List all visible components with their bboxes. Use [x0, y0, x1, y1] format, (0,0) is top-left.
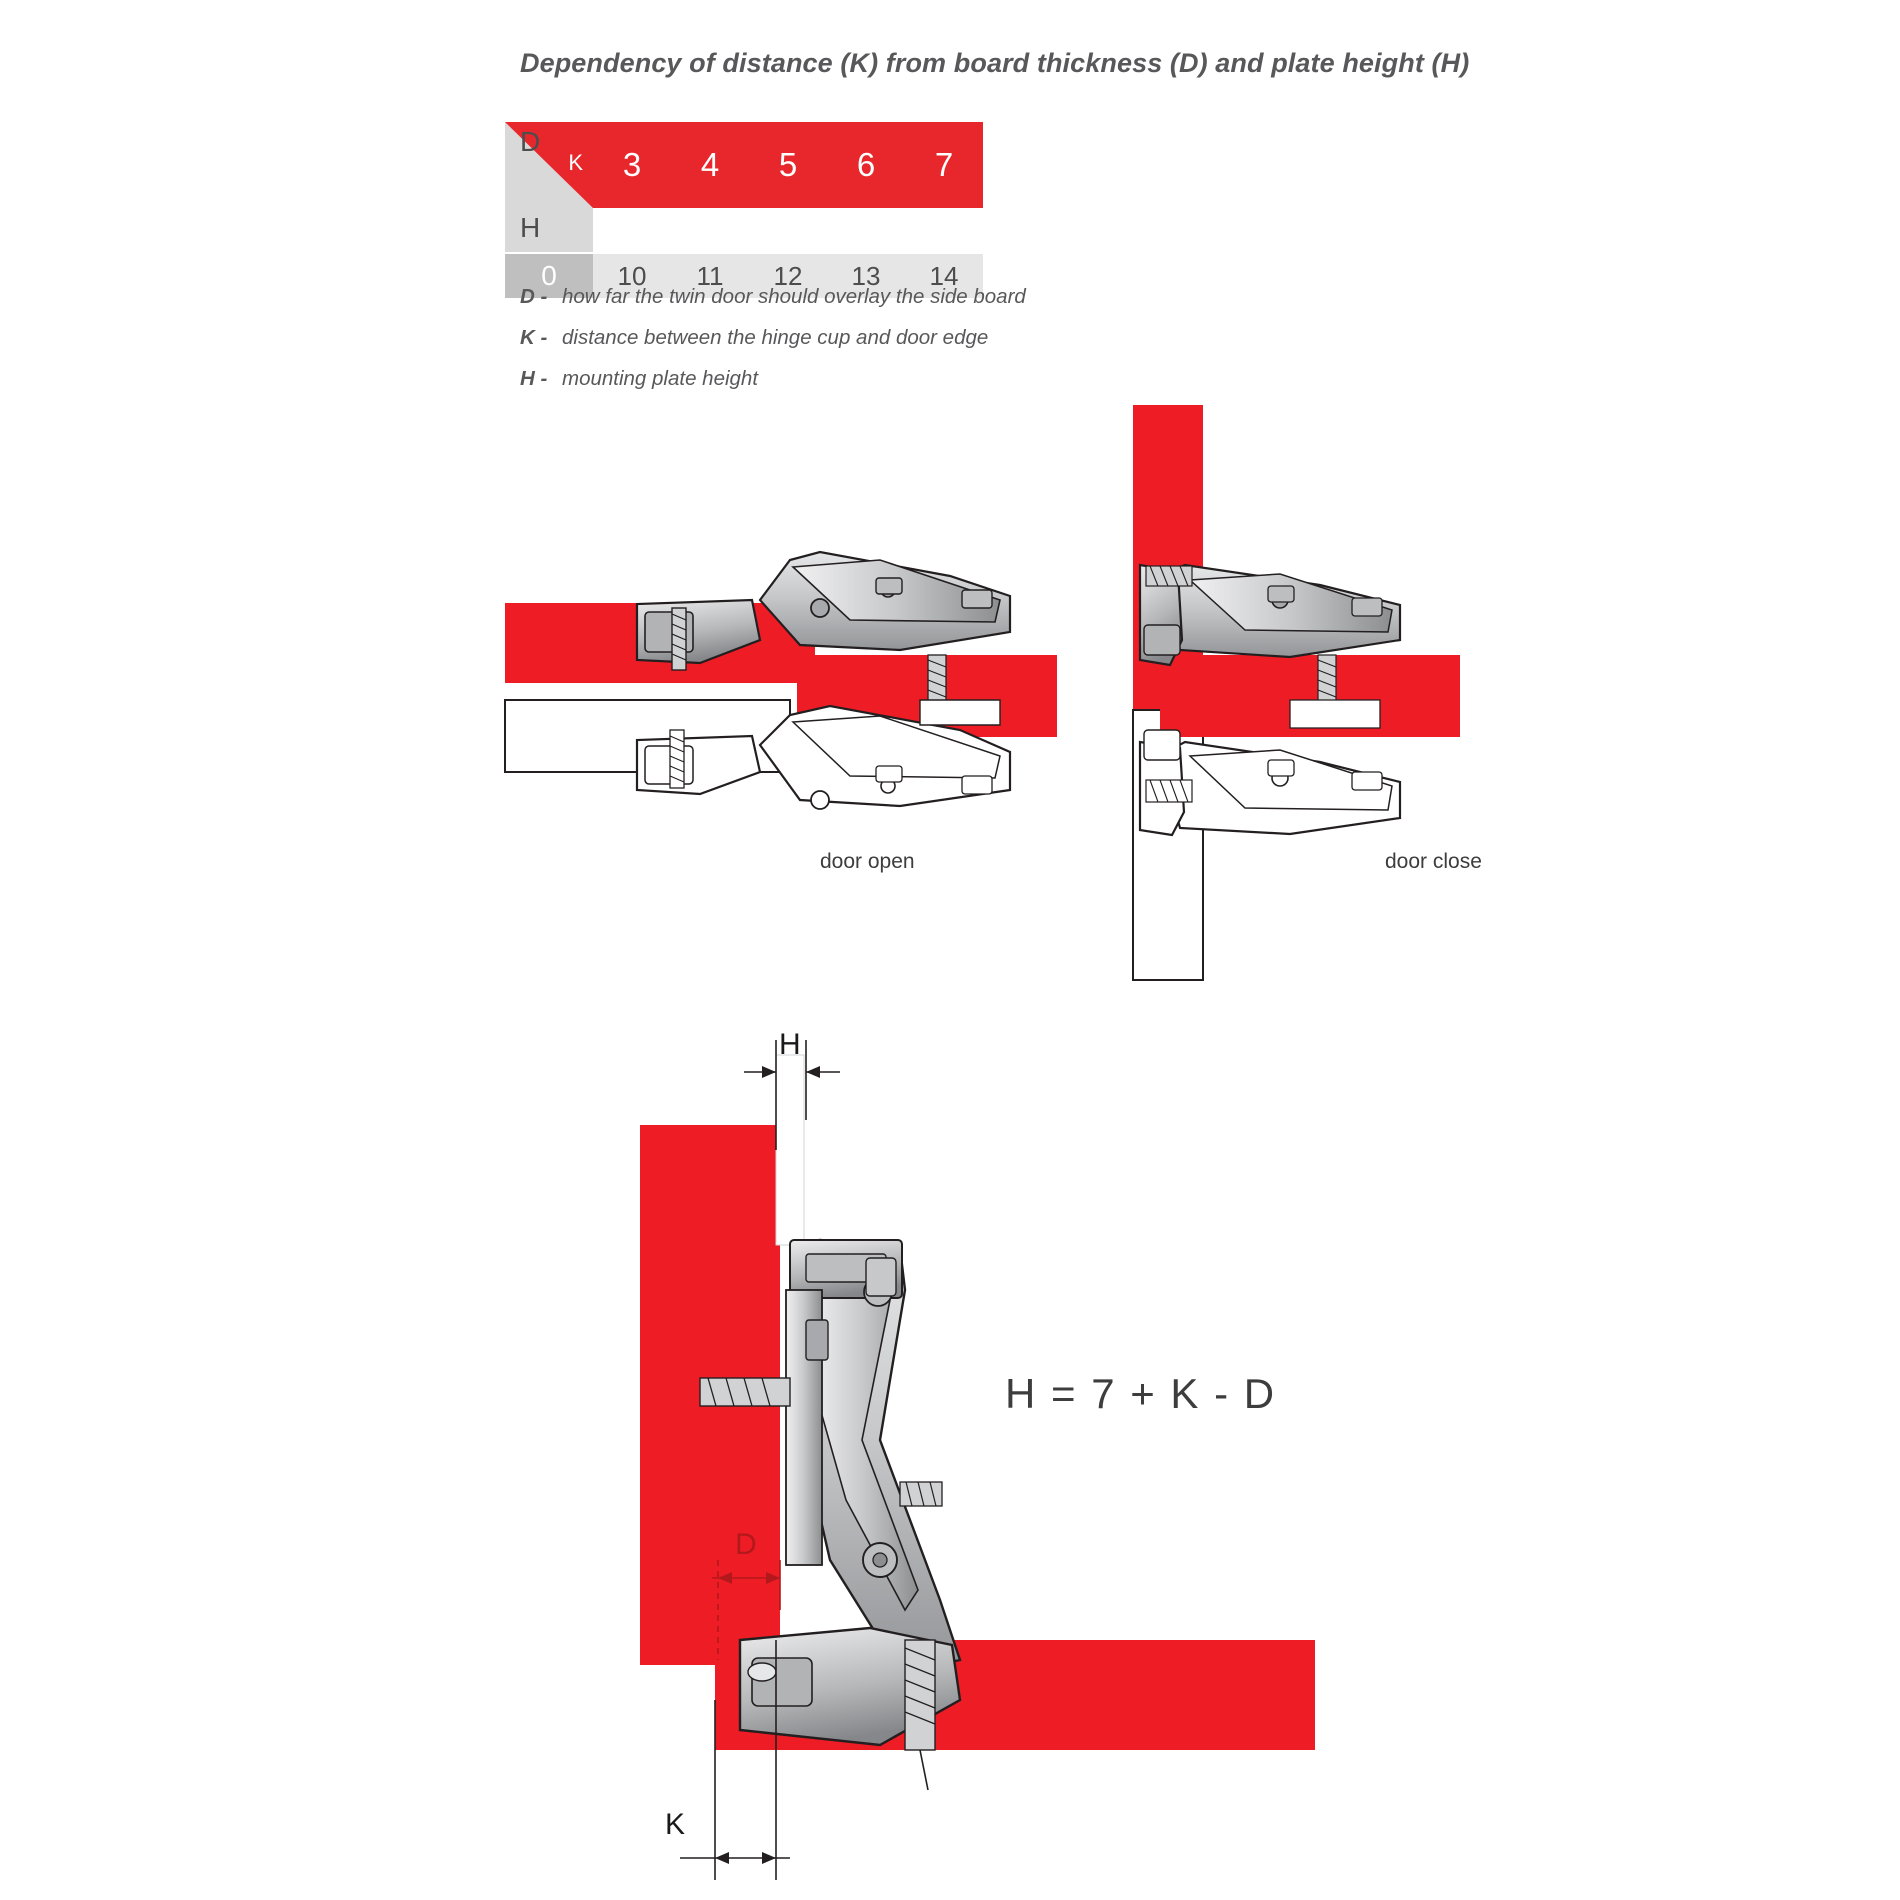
- caption-door-open: door open: [820, 850, 915, 873]
- spring-icon: [1146, 566, 1192, 586]
- board-white-reference: [776, 1055, 804, 1245]
- dimension-label-d: D: [735, 1528, 757, 1561]
- screw-icon: [672, 608, 686, 670]
- legend-text: how far the twin door should overlay the side board: [562, 285, 1026, 308]
- legend-text: mounting plate height: [562, 367, 759, 390]
- corner-label-h: H: [520, 212, 541, 243]
- screw-icon: [700, 1378, 790, 1406]
- corner-label-d: D: [520, 126, 541, 157]
- legend-key: H -: [520, 367, 548, 390]
- diagram-door-close: [1133, 405, 1460, 980]
- formula-text: H = 7 + K - D: [1005, 1370, 1277, 1417]
- diagram-main-section: [640, 1040, 1315, 1880]
- h-value-cell: 13: [827, 254, 905, 298]
- k-header-cell: 4: [671, 122, 749, 208]
- screw-icon: [900, 1482, 942, 1506]
- page-title: Dependency of distance (K) from board thickness (D) and plate height (H): [520, 48, 1470, 78]
- h-value-cell: 10: [593, 254, 671, 298]
- h-value-cell: 12: [749, 254, 827, 298]
- screw-icon: [905, 1640, 935, 1790]
- spring-icon: [1146, 780, 1192, 802]
- k-header-cell: 7: [905, 122, 983, 208]
- screw-icon: [670, 730, 684, 788]
- dimension-label-h: H: [779, 1028, 801, 1061]
- diagram-door-open: [505, 552, 1057, 809]
- h-value-cell: 14: [905, 254, 983, 298]
- k-header-cell: 3: [593, 122, 671, 208]
- caption-door-close: door close: [1385, 850, 1482, 873]
- h-value-cell: 11: [671, 254, 749, 298]
- legend-key: D -: [520, 285, 548, 308]
- dimension-label-k: K: [665, 1808, 686, 1841]
- h-row-label: 0: [505, 254, 593, 298]
- legend-key: K -: [520, 326, 548, 349]
- k-header-cell: 6: [827, 122, 905, 208]
- k-header-cell: 5: [749, 122, 827, 208]
- corner-label-k: K: [568, 150, 583, 175]
- legend-text: distance between the hinge cup and door edge: [562, 326, 989, 349]
